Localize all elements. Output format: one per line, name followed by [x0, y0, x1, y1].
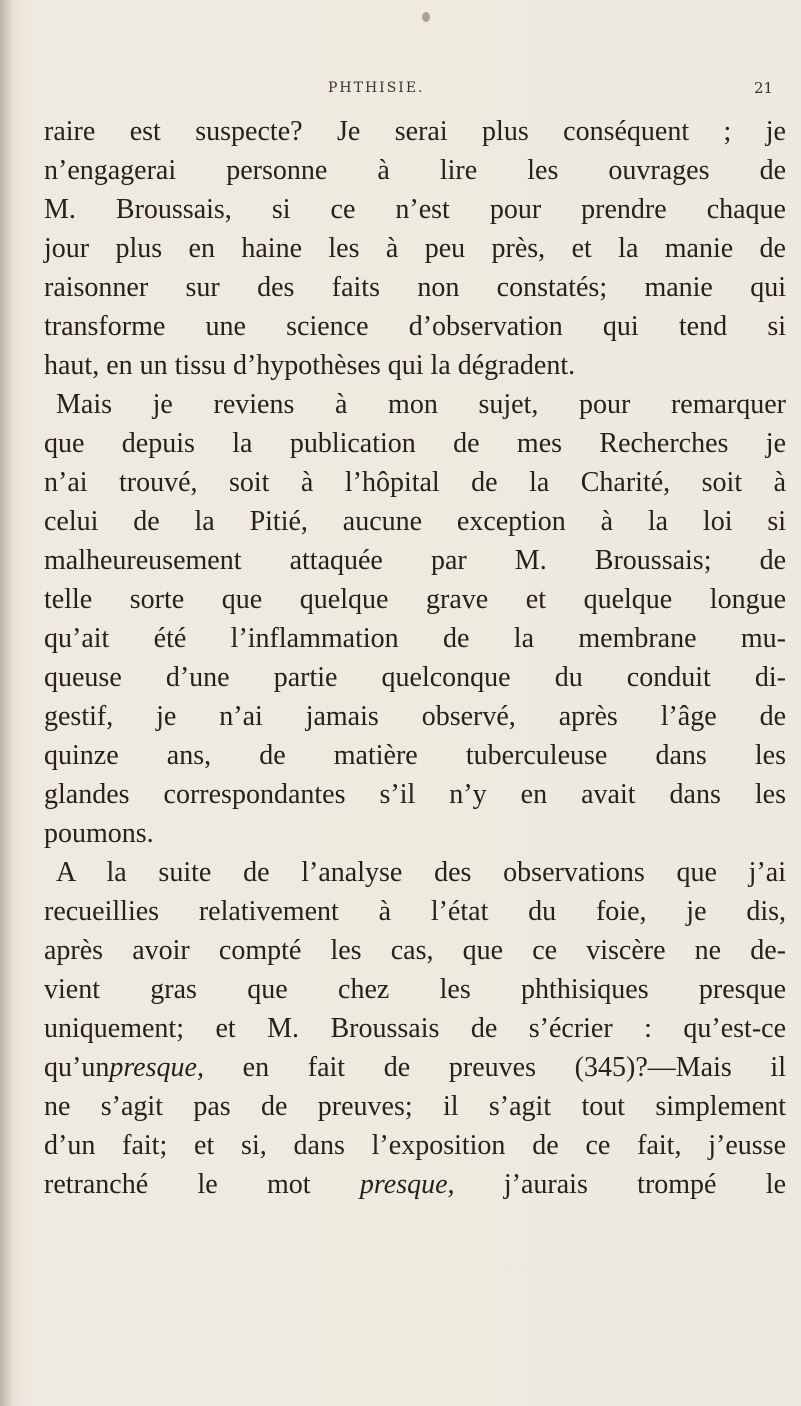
- text-line: n’engagerai personne à lire les ouvrages de: [44, 155, 786, 186]
- text-line: raire est suspecte? Je serai plus conséquent ; je: [44, 116, 786, 147]
- text-line: A la suite de l’analyse des observations que j’ai: [56, 857, 786, 888]
- text-span: en fait de preuves (345)?—Mais il: [242, 1052, 786, 1083]
- text-line: qu’ait été l’inflammation de la membrane mu-: [44, 623, 786, 654]
- italic-word: presque,: [359, 1169, 455, 1200]
- text-line: haut, en un tissu d’hypothèses qui la dégradent.: [44, 350, 576, 381]
- text-line: telle sorte que quelque grave et quelque longue: [44, 584, 786, 615]
- page-number: 21: [754, 79, 774, 97]
- text-line: recueillies relativement à l’état du foie, je dis,: [44, 896, 786, 927]
- text-line: que depuis la publication de mes Recherches je: [44, 428, 786, 459]
- text-line: malheureusement attaquée par M. Broussais; de: [44, 545, 786, 576]
- text-line: jour plus en haine les à peu près, et la manie de: [44, 233, 786, 264]
- text-line: transforme une science d’observation qui tend si: [44, 311, 786, 342]
- text-line: après avoir compté les cas, que ce viscère ne de-: [44, 935, 786, 966]
- page-gutter-shadow: [0, 0, 12, 1406]
- text-span: j’aurais trompé le: [503, 1169, 787, 1200]
- text-line: poumons.: [44, 818, 154, 849]
- text-line: raisonner sur des faits non constatés; manie qui: [44, 272, 786, 303]
- text-line: Mais je reviens à mon sujet, pour remarquer: [56, 389, 786, 420]
- ink-spot: [422, 12, 430, 22]
- text-line: [44, 1048, 786, 1087]
- text-span: retranché le mot: [44, 1169, 311, 1200]
- text-line: celui de la Pitié, aucune exception à la loi si: [44, 506, 786, 537]
- text-line: quinze ans, de matière tuberculeuse dans les: [44, 740, 786, 771]
- text-line: n’ai trouvé, soit à l’hôpital de la Charité, soit à: [44, 467, 786, 498]
- text-line: M. Broussais, si ce n’est pour prendre chaque: [44, 194, 786, 225]
- italic-word: presque,: [109, 1052, 204, 1083]
- text-line: [44, 1165, 786, 1204]
- text-line: d’un fait; et si, dans l’exposition de ce fait, j’eusse: [44, 1130, 786, 1161]
- text-line: queuse d’une partie quelconque du conduit di-: [44, 662, 786, 693]
- body-text: [44, 112, 786, 1204]
- text-line: ne s’agit pas de preuves; il s’agit tout simplement: [44, 1091, 786, 1122]
- text-span: qu’un: [44, 1052, 110, 1083]
- text-line: glandes correspondantes s’il n’y en avait dans les: [44, 779, 786, 810]
- running-head: PHTHISIE.: [328, 80, 425, 96]
- text-line: vient gras que chez les phthisiques presque: [44, 974, 786, 1005]
- text-line: gestif, je n’ai jamais observé, après l’âge de: [44, 701, 786, 732]
- text-line: uniquement; et M. Broussais de s’écrier : qu’est-ce: [44, 1013, 786, 1044]
